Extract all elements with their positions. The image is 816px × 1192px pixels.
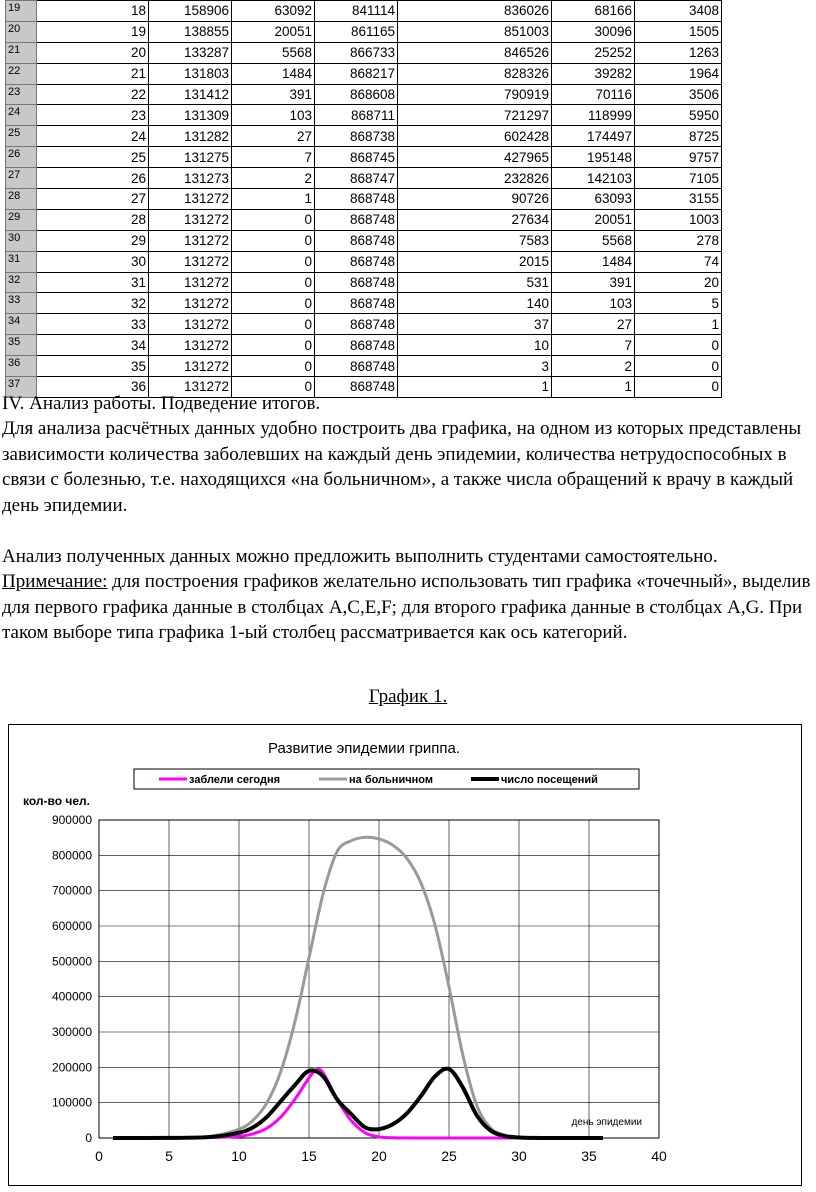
- table-row: [6, 356, 722, 377]
- chart-frame: [8, 724, 802, 1186]
- table-cell[interactable]: 1263: [635, 42, 722, 63]
- table-cell[interactable]: 131272: [149, 189, 232, 210]
- table-cell[interactable]: 20: [37, 42, 149, 63]
- table-cell[interactable]: 118999: [552, 105, 635, 126]
- table-row: [6, 42, 722, 63]
- table-cell[interactable]: 131803: [149, 63, 232, 84]
- table-row: [6, 272, 722, 293]
- y-tick-label: 900000: [51, 813, 92, 827]
- table-cell[interactable]: 0: [232, 356, 315, 377]
- table-cell[interactable]: 0: [635, 356, 722, 377]
- table-cell[interactable]: 0: [232, 272, 315, 293]
- table-cell[interactable]: 868748: [315, 251, 398, 272]
- table-cell[interactable]: 0: [232, 377, 315, 398]
- row-header[interactable]: 28: [6, 189, 37, 210]
- table-cell[interactable]: 868608: [315, 84, 398, 105]
- y-tick-label: 100000: [51, 1095, 92, 1110]
- x-tick-label: 30: [511, 1148, 527, 1164]
- row-header[interactable]: 26: [6, 147, 37, 168]
- table-cell[interactable]: 868748: [315, 314, 398, 335]
- table-cell[interactable]: 721297: [398, 105, 552, 126]
- y-tick-label: 500000: [51, 954, 92, 969]
- table-cell[interactable]: 868748: [315, 377, 398, 398]
- table-row: [6, 168, 722, 189]
- x-axis-label: день эпидемии: [571, 1117, 642, 1128]
- table-cell[interactable]: 34: [37, 335, 149, 356]
- table-cell[interactable]: 868748: [315, 335, 398, 356]
- row-header[interactable]: 33: [6, 293, 37, 314]
- y-tick-label: 0: [85, 1131, 92, 1145]
- table-cell[interactable]: 828326: [398, 63, 552, 84]
- y-axis-label: кол-во чел.: [23, 794, 90, 808]
- epidemic-chart: [9, 725, 803, 1187]
- table-cell[interactable]: 861165: [315, 21, 398, 42]
- table-cell[interactable]: 131412: [149, 84, 232, 105]
- y-tick-label: 300000: [51, 1025, 92, 1039]
- table-cell[interactable]: 158906: [149, 1, 232, 22]
- table-cell[interactable]: 27634: [398, 209, 552, 230]
- table-cell[interactable]: 131282: [149, 126, 232, 147]
- legend-label: заблели сегодня: [189, 774, 281, 786]
- graph-caption: [0, 686, 816, 708]
- table-cell[interactable]: 74: [635, 251, 722, 272]
- table-cell[interactable]: 20: [635, 272, 722, 293]
- table-cell[interactable]: 868748: [315, 272, 398, 293]
- table-row: [6, 314, 722, 335]
- table-cell[interactable]: 20051: [552, 209, 635, 230]
- row-header[interactable]: 31: [6, 251, 37, 272]
- graph-caption-text: График 1.: [368, 686, 448, 707]
- table-cell[interactable]: 1: [552, 377, 635, 398]
- table-cell[interactable]: 790919: [398, 84, 552, 105]
- x-tick-label: 35: [581, 1148, 597, 1164]
- table-cell[interactable]: 1: [232, 189, 315, 210]
- table-row: [6, 1, 722, 22]
- table-cell[interactable]: 103: [232, 105, 315, 126]
- table-row: [6, 84, 722, 105]
- table-row: [6, 335, 722, 356]
- paragraph-note: [2, 569, 814, 646]
- paragraph-analysis: Для анализа расчётных данных удобно построить два графика, на одном из которых представлены зависимости количества заболевших на каждый день эпидемии, количества нетрудоспособных в связи с болезнью, т.е. находящихся «на больничном», а также числа обращений к врачу в каждый день эпидемии.: [2, 418, 802, 516]
- row-header[interactable]: 27: [6, 168, 37, 189]
- table-cell[interactable]: 27: [552, 314, 635, 335]
- table-cell[interactable]: 851003: [398, 21, 552, 42]
- x-tick-label: 40: [651, 1148, 667, 1164]
- table-cell[interactable]: 1964: [635, 63, 722, 84]
- table-row: [6, 251, 722, 272]
- table-cell[interactable]: 131309: [149, 105, 232, 126]
- row-header[interactable]: 37: [6, 377, 37, 398]
- row-header[interactable]: 19: [6, 1, 37, 22]
- table-cell[interactable]: 602428: [398, 126, 552, 147]
- table-cell[interactable]: 1484: [232, 63, 315, 84]
- table-cell[interactable]: 0: [232, 230, 315, 251]
- table-cell[interactable]: 29: [37, 230, 149, 251]
- table-cell[interactable]: 131272: [149, 356, 232, 377]
- table-cell[interactable]: 1484: [552, 251, 635, 272]
- table-cell[interactable]: 1003: [635, 209, 722, 230]
- table-cell[interactable]: 3155: [635, 189, 722, 210]
- table-cell[interactable]: 90726: [398, 189, 552, 210]
- table-cell[interactable]: 195148: [552, 147, 635, 168]
- table-cell[interactable]: 174497: [552, 126, 635, 147]
- table-cell[interactable]: 868748: [315, 293, 398, 314]
- x-tick-label: 25: [441, 1148, 457, 1164]
- table-cell[interactable]: 2: [552, 356, 635, 377]
- note-text: для построения графиков желательно использовать тип графика «точечный», выделив для первого графика данные в столбцах A,C,E,F; для второго графика данные в столбцах A,G. При таком выборе типа графика 1-ый столбец рассматривается как ось категорий.: [2, 571, 811, 643]
- table-cell[interactable]: 70116: [552, 84, 635, 105]
- table-cell[interactable]: 3: [398, 356, 552, 377]
- table-cell[interactable]: 0: [232, 314, 315, 335]
- table-cell[interactable]: 868711: [315, 105, 398, 126]
- table-cell[interactable]: 138855: [149, 21, 232, 42]
- y-tick-label: 400000: [51, 989, 92, 1004]
- row-header[interactable]: 34: [6, 314, 37, 335]
- table-cell[interactable]: 0: [635, 335, 722, 356]
- table-cell[interactable]: 35: [37, 356, 149, 377]
- table-cell[interactable]: 868748: [315, 356, 398, 377]
- table-cell[interactable]: 0: [232, 251, 315, 272]
- x-tick-label: 10: [231, 1148, 247, 1164]
- table-row: [6, 230, 722, 251]
- table-row: [6, 105, 722, 126]
- table-cell[interactable]: 5: [635, 293, 722, 314]
- table-cell[interactable]: 31: [37, 272, 149, 293]
- row-header[interactable]: 30: [6, 230, 37, 251]
- table-cell[interactable]: 7583: [398, 230, 552, 251]
- legend-label: на больничном: [349, 774, 433, 786]
- table-cell[interactable]: 131272: [149, 251, 232, 272]
- section-heading: IV. Анализ работы. Подведение итогов.: [2, 393, 321, 414]
- y-tick-label: 600000: [51, 919, 92, 933]
- table-cell[interactable]: 0: [232, 293, 315, 314]
- table-cell[interactable]: 5568: [552, 230, 635, 251]
- table-cell[interactable]: 27: [232, 126, 315, 147]
- table-cell[interactable]: 0: [232, 209, 315, 230]
- table-cell[interactable]: 2015: [398, 251, 552, 272]
- table-cell[interactable]: 391: [232, 84, 315, 105]
- table-cell[interactable]: 19: [37, 21, 149, 42]
- table-cell[interactable]: 0: [232, 335, 315, 356]
- chart-title: Развитие эпидемии гриппа.: [267, 740, 461, 757]
- x-tick-label: 5: [165, 1148, 173, 1164]
- table-cell[interactable]: 21: [37, 63, 149, 84]
- table-cell[interactable]: 427965: [398, 147, 552, 168]
- y-tick-label: 800000: [51, 848, 92, 863]
- table-cell[interactable]: 131272: [149, 293, 232, 314]
- table-cell[interactable]: 18: [37, 1, 149, 22]
- table-cell[interactable]: 133287: [149, 42, 232, 63]
- row-header[interactable]: 22: [6, 63, 37, 84]
- table-cell[interactable]: 9757: [635, 147, 722, 168]
- table-cell[interactable]: 7: [552, 335, 635, 356]
- table-cell[interactable]: 531: [398, 272, 552, 293]
- row-header[interactable]: 36: [6, 356, 37, 377]
- table-cell[interactable]: 868217: [315, 63, 398, 84]
- table-cell[interactable]: 868738: [315, 126, 398, 147]
- table-cell[interactable]: 36: [37, 377, 149, 398]
- paragraph-students: Анализ полученных данных можно предложить выполнить студентами самостоятельно.: [2, 546, 718, 567]
- table-row: [6, 189, 722, 210]
- row-header[interactable]: 21: [6, 42, 37, 63]
- table-cell[interactable]: 63092: [232, 1, 315, 22]
- table-cell[interactable]: 3408: [635, 1, 722, 22]
- table-cell[interactable]: 131272: [149, 377, 232, 398]
- table-cell[interactable]: 131272: [149, 230, 232, 251]
- table-cell[interactable]: 20051: [232, 21, 315, 42]
- table-cell[interactable]: 33: [37, 314, 149, 335]
- row-header[interactable]: 25: [6, 126, 37, 147]
- table-cell[interactable]: 868748: [315, 209, 398, 230]
- table-cell[interactable]: 846526: [398, 42, 552, 63]
- table-cell[interactable]: 7105: [635, 168, 722, 189]
- table-cell[interactable]: 24: [37, 126, 149, 147]
- table-cell[interactable]: 841114: [315, 1, 398, 22]
- table-cell[interactable]: 131273: [149, 168, 232, 189]
- table-row: [6, 209, 722, 230]
- series-line-1: [113, 1069, 603, 1138]
- table-cell[interactable]: 2: [232, 168, 315, 189]
- table-cell[interactable]: 868745: [315, 147, 398, 168]
- y-tick-label: 200000: [51, 1060, 92, 1075]
- table-cell[interactable]: 3506: [635, 84, 722, 105]
- table-cell[interactable]: 1: [635, 314, 722, 335]
- table-cell[interactable]: 30096: [552, 21, 635, 42]
- table-cell[interactable]: 8725: [635, 126, 722, 147]
- table-cell[interactable]: 26: [37, 168, 149, 189]
- table-cell[interactable]: 131272: [149, 272, 232, 293]
- series-line-2: [113, 837, 603, 1138]
- table-cell[interactable]: 27: [37, 189, 149, 210]
- spreadsheet-table: [5, 0, 722, 398]
- table-cell[interactable]: 68166: [552, 1, 635, 22]
- table-cell[interactable]: 30: [37, 251, 149, 272]
- table-cell[interactable]: 5568: [232, 42, 315, 63]
- x-tick-label: 0: [95, 1148, 103, 1164]
- table-cell[interactable]: 131272: [149, 209, 232, 230]
- table-cell[interactable]: 866733: [315, 42, 398, 63]
- legend-label: число посещений: [501, 774, 598, 786]
- table-cell[interactable]: 25252: [552, 42, 635, 63]
- table-cell[interactable]: 39282: [552, 63, 635, 84]
- table-cell[interactable]: 131272: [149, 335, 232, 356]
- row-header[interactable]: 20: [6, 21, 37, 42]
- table-cell[interactable]: 0: [635, 377, 722, 398]
- table-row: [6, 147, 722, 168]
- row-header[interactable]: 23: [6, 84, 37, 105]
- table-cell[interactable]: 37: [398, 314, 552, 335]
- table-cell[interactable]: 1: [398, 377, 552, 398]
- table-cell[interactable]: 142103: [552, 168, 635, 189]
- table-cell[interactable]: 868747: [315, 168, 398, 189]
- row-header[interactable]: 29: [6, 209, 37, 230]
- table-cell[interactable]: 28: [37, 209, 149, 230]
- table-cell[interactable]: 32: [37, 293, 149, 314]
- row-header[interactable]: 35: [6, 335, 37, 356]
- table-cell[interactable]: 391: [552, 272, 635, 293]
- table-row: [6, 126, 722, 147]
- table-cell[interactable]: 22: [37, 84, 149, 105]
- table-cell[interactable]: 131275: [149, 147, 232, 168]
- table-row: [6, 293, 722, 314]
- table-cell[interactable]: 25: [37, 147, 149, 168]
- table-cell[interactable]: 23: [37, 105, 149, 126]
- table-cell[interactable]: 868748: [315, 189, 398, 210]
- table-cell[interactable]: 131272: [149, 314, 232, 335]
- table-cell[interactable]: 5950: [635, 105, 722, 126]
- row-header[interactable]: 32: [6, 272, 37, 293]
- table-cell[interactable]: 10: [398, 335, 552, 356]
- row-header[interactable]: 24: [6, 105, 37, 126]
- table-cell[interactable]: 63093: [552, 189, 635, 210]
- table-cell[interactable]: 836026: [398, 1, 552, 22]
- table-cell[interactable]: 278: [635, 230, 722, 251]
- table-row: [6, 63, 722, 84]
- table-row: [6, 21, 722, 42]
- y-tick-label: 700000: [51, 883, 92, 898]
- table-cell[interactable]: 7: [232, 147, 315, 168]
- table-cell[interactable]: 868748: [315, 230, 398, 251]
- x-tick-label: 15: [301, 1148, 317, 1164]
- x-tick-label: 20: [371, 1148, 387, 1164]
- table-cell[interactable]: 140: [398, 293, 552, 314]
- table-cell[interactable]: 232826: [398, 168, 552, 189]
- table-cell[interactable]: 103: [552, 293, 635, 314]
- table-cell[interactable]: 1505: [635, 21, 722, 42]
- note-label: Примечание:: [2, 571, 108, 592]
